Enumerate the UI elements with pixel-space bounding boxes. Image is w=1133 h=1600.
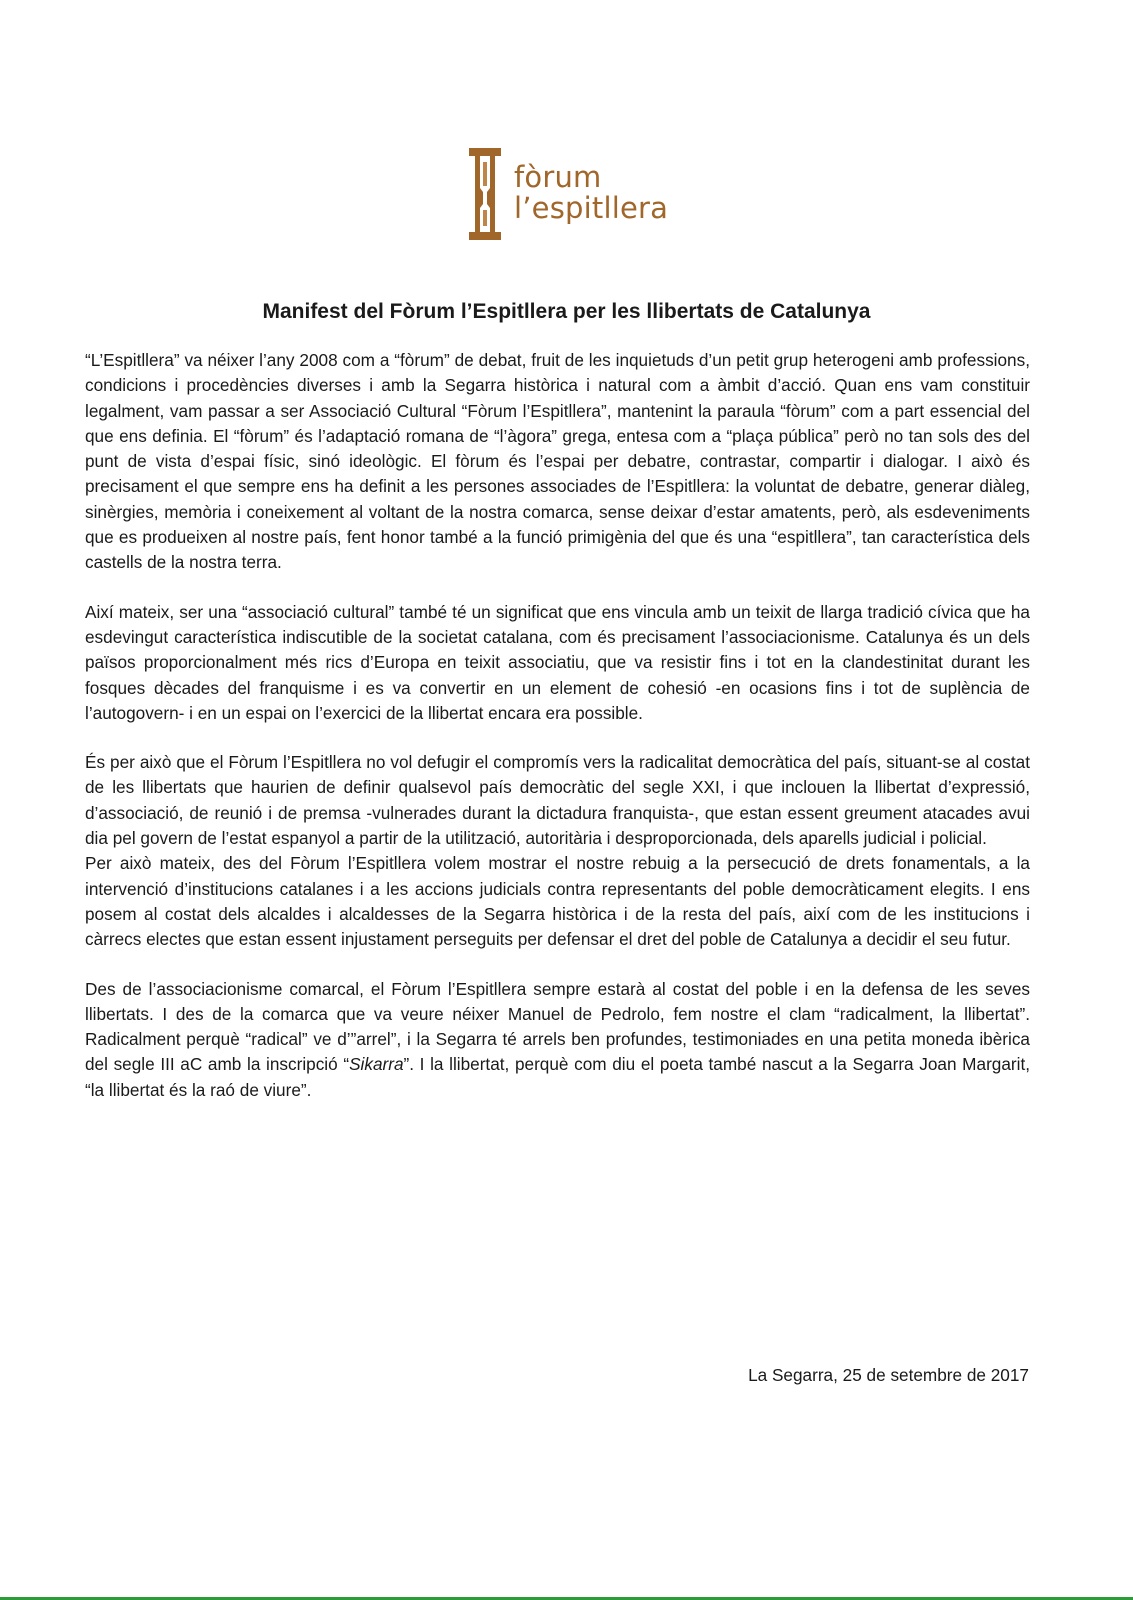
paragraph-5: Des de l’associacionisme comarcal, el Fòrum l’Espitllera sempre estarà al costat del poble i en la defensa de les seves llibertats. I des de la comarca que va veure néixer Manuel de Pedrolo, fem nostre el clam “radicalment, la llibertat”. Radicalment perquè “radical” ve d’”arrel”, i la Segarra té arrels ben profundes, testimoniades en una petita moneda ibèrica del segle III aC amb la inscripció “Sikarra”. I la llibertat, perquè com diu el poeta també nascut a la Segarra Joan Margarit, “la llibertat és la raó de viure”. (85, 978, 1030, 1100)
forum-espitllera-logo (466, 146, 676, 246)
paragraph-5-text: Des de l’associacionisme comarcal, el Fòrum l’Espitllera sempre estarà al costat del poble i en la defensa de les seves llibertats. I des de la comarca que va veure néixer Manuel de Pedrolo, fem nostre el clam “radicalment, la llibertat”. Radicalment perquè “radical” ve d’”arrel”, i la Segarra té arrels ben profundes, testimoniades en una petita moneda ibèrica del segle III aC amb la inscripció (85, 978, 1030, 1075)
logo-line-espitllera: l’espitllera (514, 191, 669, 225)
logo-line-forum: fòrum (514, 160, 602, 194)
paragraph-5-tail: . I la llibertat, perquè com diu el poeta també nascut a la Segarra Joan Margarit, “la llibertat és la raó de viure”. (85, 1054, 1030, 1100)
espitllera-tower-icon (466, 146, 504, 242)
document-body (85, 348, 1030, 1127)
logo-wordmark (514, 162, 668, 224)
document-title: Manifest del Fòrum l’Espitllera per les llibertats de Catalunya (262, 300, 871, 323)
paragraph-3: És per això que el Fòrum l’Espitllera no vol defugir el compromís vers la radicalitat democràtica del país, situant-se al costat de les llibertats que haurien de definir qualsevol país democràtic del segle XXI, i que inclouen la llibertat d’expressió, d’associació, de reunió i de premsa -vulnerades durant la dictadura franquista-, que estan essent greument atacades avui dia pel govern de l’estat espanyol a partir de la utilització, autoritària i desproporcionada, dels aparells judicial i policial. (85, 752, 1030, 849)
paragraph-4: Per això mateix, des del Fòrum l’Espitllera volem mostrar el nostre rebuig a la persecució de drets fonamentals, a la intervenció d’institucions catalanes i a les accions judicials contra representants del poble democràticament elegits. I ens posem al costat dels alcaldes i alcaldesses de la Segarra històrica i de la resta del país, així com de les institucions i càrrecs electes que estan essent injustament perseguits per defensar el dret del poble de Catalunya a decidir el seu futur. (85, 853, 1030, 950)
paragraph-2: Així mateix, ser una “associació cultural” també té un significat que ens vincula amb un teixit de llarga tradició cívica que ha esdevingut característica indiscutible de la societat catalana, com és precisament l’associacionisme. Catalunya és un dels països proporcionalment més rics d’Europa en teixit associatiu, que va resistir fins i tot en la clandestinitat durant les fosques dècades del franquisme i es va convertir en un element de cohesió -en ocasions fins i tot de suplència de l’autogovern- i en un espai on l’exercici de la llibertat encara era possible. (85, 601, 1030, 723)
signature-date: La Segarra, 25 de setembre de 2017 (748, 1365, 1029, 1385)
sikarra-inscription: Sikarra (349, 1054, 404, 1075)
paragraph-1: “L’Espitllera” va néixer l’any 2008 com a “fòrum” de debat, fruit de les inquietuds d’un petit grup heterogeni amb professions, condicions i procedències diverses i amb la Segarra històrica i natural com a àmbit d’acció. Quan ens vam constituir legalment, vam passar a ser Associació Cultural “Fòrum l’Espitllera”, mantenint la paraula “fòrum” com a part essencial del que ens definia. El “fòrum” és l’adaptació romana de “l’àgora” grega, entesa com a “plaça pública” però no tan sols des del punt de vista d’espai físic, sinó ideològic. El fòrum és l’espai per debatre, contrastar, compartir i dialogar. I això és precisament el que sempre ens ha definit a les persones associades de l’Espitllera: la voluntat de debatre, generar diàleg, sinèrgies, memòria i coneixement al voltant de la nostra comarca, sense deixar d’estar amatents, però, als esdeveniments que es produeixen al nostre país, fent honor també a la funció primigènia del que és una “espitllera”, tan característica dels castells de la nostra terra. (85, 350, 1030, 573)
